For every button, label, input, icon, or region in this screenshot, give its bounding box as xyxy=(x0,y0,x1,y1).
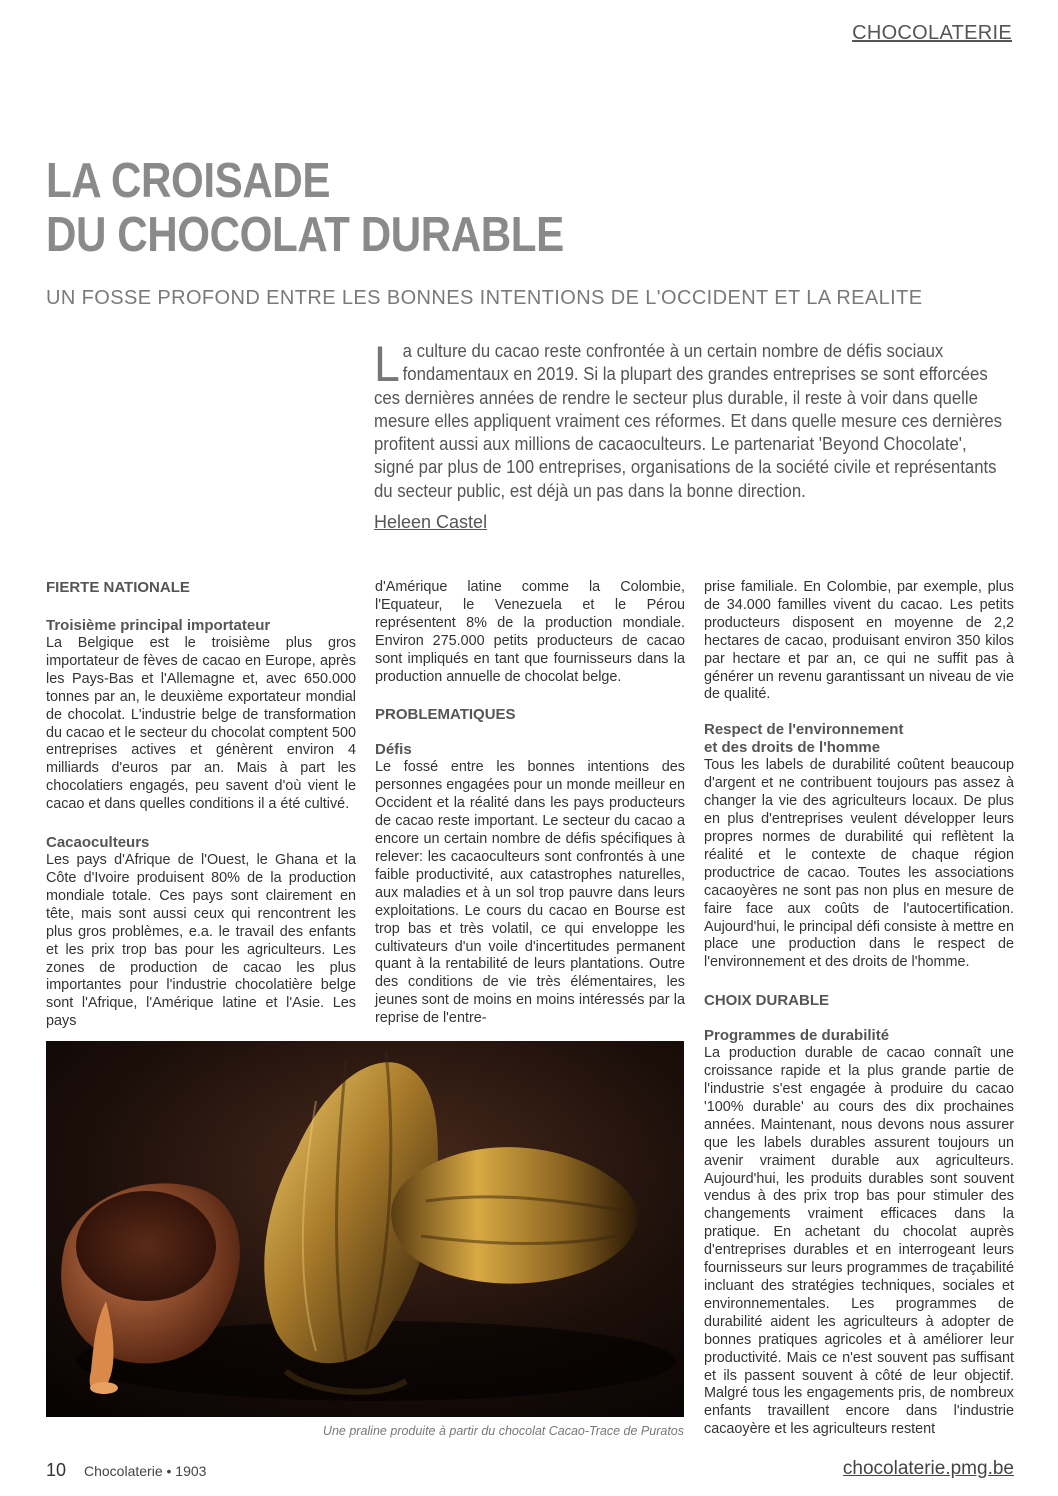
article-title xyxy=(46,154,564,262)
title-line-2: DU CHOCOLAT DURABLE xyxy=(46,208,564,262)
column-2 xyxy=(375,579,685,1028)
paragraph: La production durable de cacao connaît une croissance rapide et la plus grande partie de l'industrie s'est engagée à produire du cacao '100% durable' au cours des dix prochaines années. Maintenant, nous devons nous assurer que les labels durables assurent toujours un avenir vraiment durable aux agriculteurs. Aujourd'hui, les produits durables sont souvent vendus à des prix trop bas pour stimuler des changements vraiment efficaces dans la pratique. En achetant du chocolat auprès d'entreprises durables et en interrogeant leurs fournisseurs sur leurs programmes de traçabilité incluant des stratégies techniques, sociales et environnementales. Les programmes de durabilité aident les agriculteurs à adopter de bonnes pratiques agricoles et à améliorer leur productivité. Mais ce n'est souvent pas suffisant et ils passent souvent à côté de leur objectif. Malgré tous les engagements pris, de nombreux enfants travaillent encore dans l'industrie cacaoyère et les agriculteurs restent xyxy=(704,1045,1014,1438)
section-heading: FIERTE NATIONALE xyxy=(46,579,190,596)
page-number: 10 xyxy=(46,1460,67,1480)
column-1 xyxy=(46,579,356,1031)
article-subtitle: UN FOSSE PROFOND ENTRE LES BONNES INTENTIONS DE L'OCCIDENT ET LA REALITE xyxy=(46,287,923,309)
subheading-line-1: Respect de l'environnement xyxy=(704,721,904,739)
subheading xyxy=(704,721,1014,757)
paragraph: d'Amérique latine comme la Colombie, l'Equateur, le Venezuela et le Pérou représentent 8% de la production mondiale. Environ 275.000 petits producteurs de cacao sont impliqués en tant que fournisseurs dans la production annuelle de chocolat belge. xyxy=(375,579,685,685)
paragraph: prise familiale. En Colombie, par exemple, plus de 34.000 familles vivent du cacao. Les petits producteurs disposent en moyenne de 2,2 hectares de cacao, produisant environ 350 kilos par hectare et par an, ce qui ne suffit pas à générer un revenu garantissant un niveau de vie de qualité. xyxy=(704,579,1014,703)
subheading: Troisième principal importateur xyxy=(46,617,271,634)
magazine-issue: Chocolaterie • 1903 xyxy=(84,1463,207,1479)
subheading: Défis xyxy=(375,741,412,759)
drop-cap: L xyxy=(374,336,400,392)
paragraph: Les pays d'Afrique de l'Ouest, le Ghana et la Côte d'Ivoire produisent 80% de la production mondiale totale. Ces pays sont clairement en tête, mais sont aussi ceux qui rencontrent les plus gros problèmes, e.a. le travail des enfants et les prix trop bas pour les agriculteurs. Les zones de production de cacao les plus importantes pour l'industrie chocolatière belge sont l'Afrique, l'Amérique latine et l'Asie. Les pays xyxy=(46,852,356,1030)
intro-paragraph xyxy=(374,336,1006,503)
paragraph: Le fossé entre les bonnes intentions des personnes engagées pour un monde meilleur en Occident et la réalité dans les pays producteurs de cacao reste important. Le secteur du cacao a encore un certain nombre de défis spécifiques à relever: les cacaoculteurs sont confrontés à une faible productivité, aux catastrophes naturelles, aux maladies et à un sol trop pauvre dans leurs exploitations. Le cours du cacao en Bourse est trop bas et très volatil, ce qui enveloppe les cultivateurs d'un voile d'incertitudes permanent quant à la rentabilité de leurs plantations. Outre des conditions de vie très élémentaires, les jeunes sont de moins en moins intéressés par la reprise de l'entre- xyxy=(375,759,685,1027)
praline-illustration xyxy=(46,1041,684,1417)
intro-block xyxy=(374,336,1006,503)
subheading: Cacaoculteurs xyxy=(46,834,150,852)
photo-caption: Une praline produite à partir du chocolat Cacao-Trace de Puratos xyxy=(322,1424,684,1438)
author-link[interactable]: Heleen Castel xyxy=(374,512,488,532)
paragraph: Tous les labels de durabilité coûtent beaucoup d'argent et ne contribuent toujours pas assez à changer la vie des agriculteurs locaux. De plus en plus d'entreprises veulent développer leurs propres normes de durabilité qui reflètent la réalité et le contexte de chaque région productrice de cacao. Toutes les associations cacaoyères ne sont pas non plus en mesure de faire face aux coûts de l'autocertification. Aujourd'hui, le principal défi consiste à mettre en place une production dans le respect de l'environnement et des droits de l'homme. xyxy=(704,757,1014,971)
section-heading: PROBLEMATIQUES xyxy=(375,706,516,724)
paragraph: La Belgique est le troisième plus gros importateur de fèves de cacao en Europe, après les Pays-Bas et l'Allemagne et, avec 650.000 tonnes par an, le deuxième exportateur mondial de chocolat. L'industrie belge de transformation du cacao et le secteur du chocolat comptent 500 entreprises actives et génèrent environ 4 milliards d'euros par an. Mais à part les chocolatiers engagés, peu savent d'où vient le cacao et dans quelles conditions il a été cultivé. xyxy=(46,635,356,813)
subheading: Programmes de durabilité xyxy=(704,1027,890,1045)
cacao-praline-photo xyxy=(46,1041,684,1417)
website-link[interactable]: chocolaterie.pmg.be xyxy=(842,1458,1014,1479)
intro-text: a culture du cacao reste confrontée à un certain nombre de défis sociaux fondamentaux en 2019. Si la plupart des grandes entreprises se sont efforcées ces dernières années de rendre le secteur plus durable, il reste à voir dans quelle mesure elles appliquent vraiment ces réformes. Et dans quelle mesure ces dernières profitent aussi aux millions de cacaoculteurs. Le partenariat 'Beyond Chocolate', signé par plus de 100 entreprises, organisations de la société civile et représentants du secteur public, est déjà un pas dans la bonne direction. xyxy=(374,341,1003,501)
section-tag[interactable]: CHOCOLATERIE xyxy=(852,22,1012,44)
title-line-1: LA CROISADE xyxy=(46,154,331,208)
column-3 xyxy=(704,579,1014,1439)
section-heading: CHOIX DURABLE xyxy=(704,992,830,1010)
subheading-line-2: et des droits de l'homme xyxy=(704,739,881,757)
